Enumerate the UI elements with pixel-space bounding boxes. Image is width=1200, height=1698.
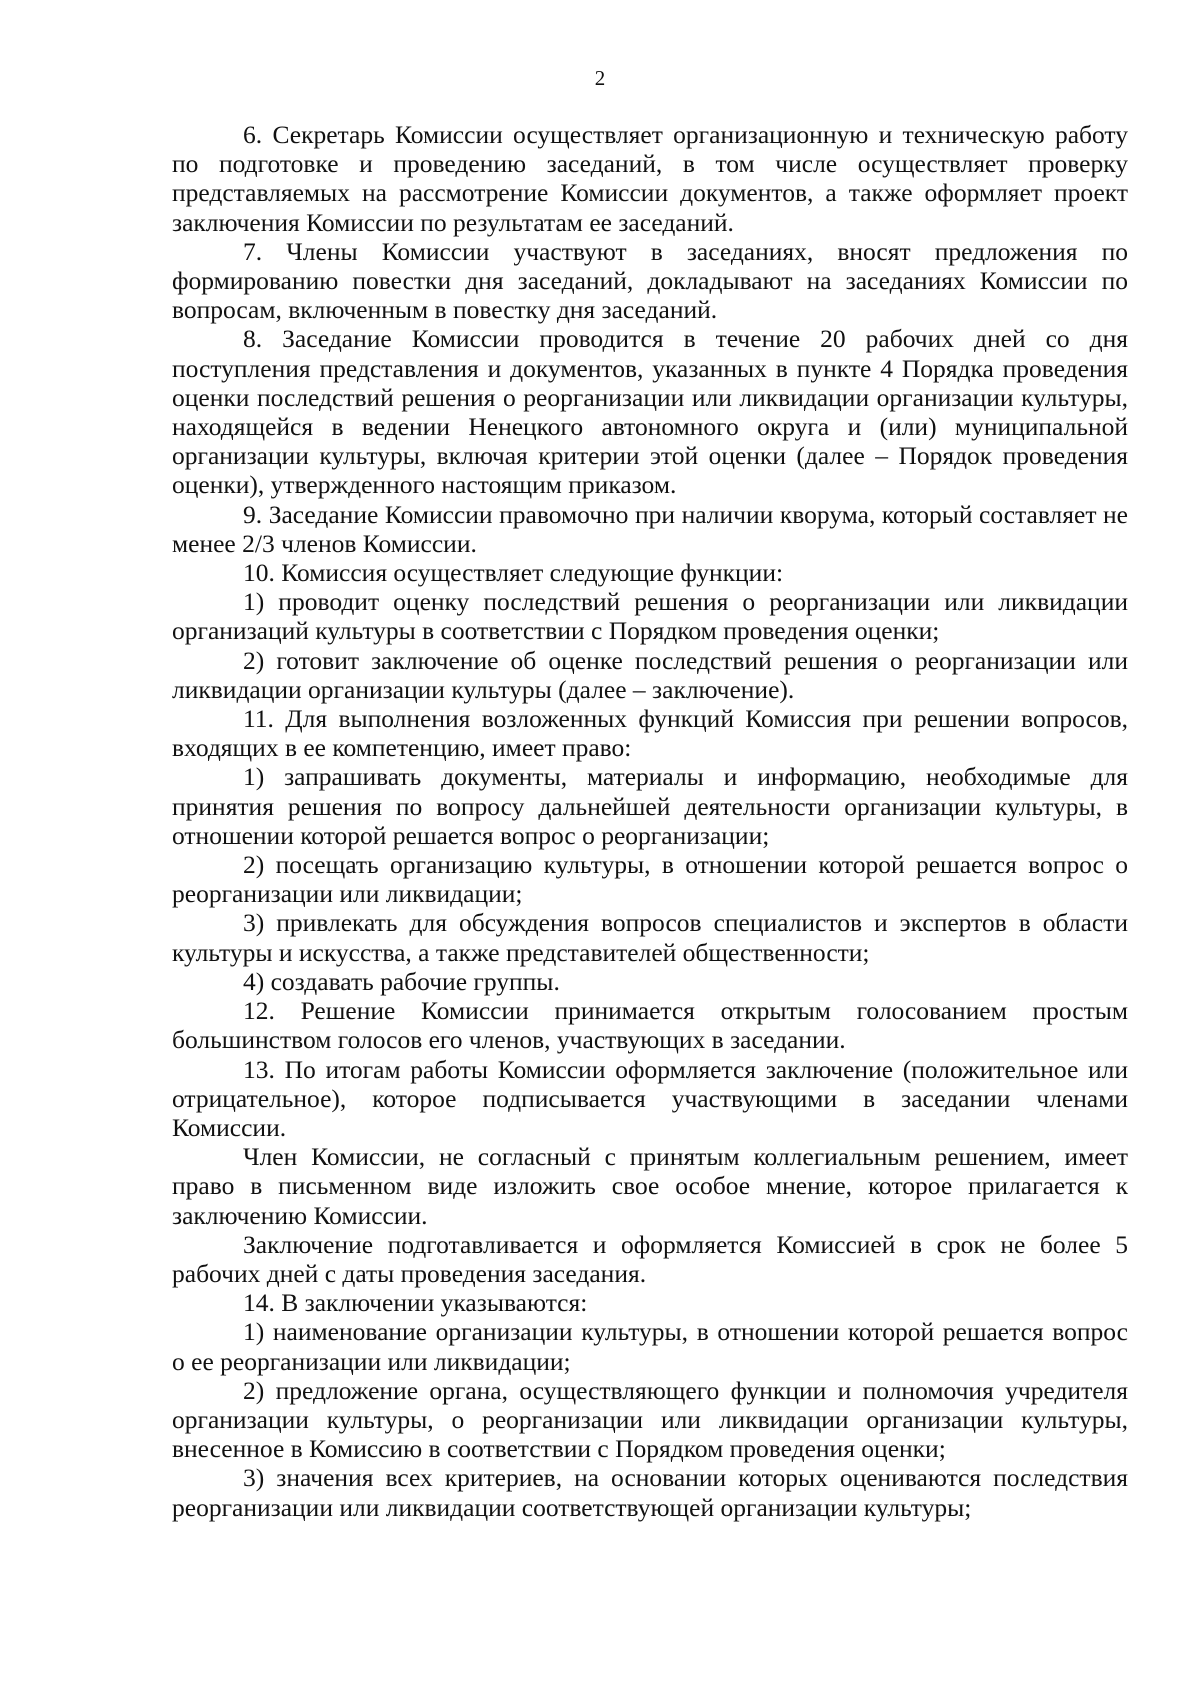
document-body [172, 120, 1128, 1522]
paragraph-14-item-1: 1) наименование организации культуры, в отношении которой решается вопрос о ее реорганизации или ликвидации; [172, 1317, 1128, 1376]
paragraph-6: 6. Секретарь Комиссии осуществляет организационную и техническую работу по подготовке и проведению заседаний, в том числе осуществляет проверку представляемых на рассмотрение Комиссии документов, а также оформляет проект заключения Комиссии по результатам ее заседаний. [172, 120, 1128, 237]
paragraph-10: 10. Комиссия осуществляет следующие функции: [243, 558, 784, 588]
paragraph-11-item-1: 1) запрашивать документы, материалы и информацию, необходимые для принятия решения по вопросу дальнейшей деятельности организации культуры, в отношении которой решается вопрос о реорганизации; [172, 762, 1128, 850]
paragraph-8: 8. Заседание Комиссии проводится в течение 20 рабочих дней со дня поступления представления и документов, указанных в пункте 4 Порядка проведения оценки последствий решения о реорганизации или ликвидации организации культуры, находящейся в ведении Ненецкого автономного округа и (или) муниципальной организации культуры, включая критерии этой оценки (далее – Порядок проведения оценки), утвержденного настоящим приказом. [172, 324, 1128, 500]
paragraph-7: 7. Члены Комиссии участвуют в заседаниях, вносят предложения по формированию повестки дня заседаний, докладывают на заседаниях Комиссии по вопросам, включенным в повестку дня заседаний. [172, 236, 1128, 325]
paragraph-9: 9. Заседание Комиссии правомочно при наличии кворума, который составляет не менее 2/3 членов Комиссии. [172, 499, 1128, 558]
paragraph-13: 13. По итогам работы Комиссии оформляется заключение (положительное или отрицательное), которое подписывается участвующими в заседании членами Комиссии. [172, 1054, 1128, 1142]
page-number: 2 [594, 66, 606, 90]
paragraph-12: 12. Решение Комиссии принимается открытым голосованием простым большинством голосов его членов, участвующих в заседании. [172, 996, 1128, 1055]
paragraph-14: 14. В заключении указываются: [243, 1288, 588, 1318]
paragraph-14-item-3: 3) значения всех критериев, на основании которых оцениваются последствия реорганизации или ликвидации соответствующей организации культуры; [172, 1463, 1128, 1522]
paragraph-13-deadline: Заключение подготавливается и оформляется Комиссией в срок не более 5 рабочих дней с даты проведения заседания. [172, 1229, 1128, 1288]
paragraph-14-item-2: 2) предложение органа, осуществляющего функции и полномочия учредителя организации культуры, о реорганизации или ликвидации организации культуры, внесенное в Комиссию в соответствии с Порядком проведения оценки; [172, 1375, 1128, 1464]
paragraph-11-item-3: 3) привлекать для обсуждения вопросов специалистов и экспертов в области культуры и искусства, а также представителей общественности; [172, 908, 1128, 967]
paragraph-10-item-2: 2) готовит заключение об оценке последствий решения о реорганизации или ликвидации организации культуры (далее – заключение). [172, 645, 1128, 704]
paragraph-11: 11. Для выполнения возложенных функций Комиссия при решении вопросов, входящих в ее компетенцию, имеет право: [172, 704, 1128, 763]
paragraph-11-item-4: 4) создавать рабочие группы. [243, 966, 560, 996]
paragraph-13-dissent: Член Комиссии, не согласный с принятым коллегиальным решением, имеет право в письменном виде изложить свое особое мнение, которое прилагается к заключению Комиссии. [172, 1142, 1128, 1230]
paragraph-11-item-2: 2) посещать организацию культуры, в отношении которой решается вопрос о реорганизации или ликвидации; [172, 850, 1128, 909]
paragraph-10-item-1: 1) проводит оценку последствий решения о реорганизации или ликвидации организаций культуры в соответствии с Порядком проведения оценки; [172, 587, 1128, 646]
